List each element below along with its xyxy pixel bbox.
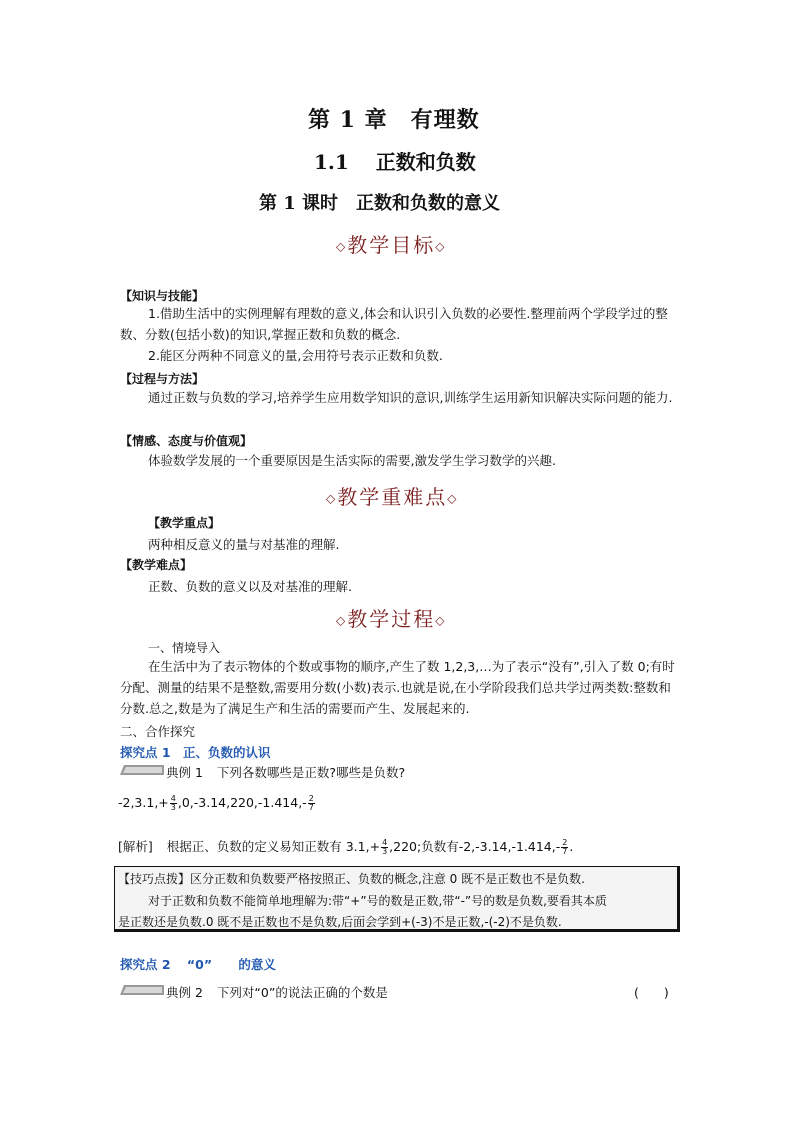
diamond-icon: ◇	[336, 239, 348, 254]
fraction	[381, 839, 388, 856]
knowledge-paragraph-1: 1.借助生活中的实例理解有理数的意义,体会和认识引入负数的必要性.整理前两个学段学过的整数、分数(包括小数)的知识,掌握正数和负数的概念.	[120, 306, 668, 342]
explore-point-2-title	[120, 955, 276, 973]
example-marker-icon	[120, 765, 164, 775]
fraction-denominator: 3	[382, 847, 388, 856]
lesson-title: 第 1 课时 正数和负数的意义	[259, 193, 501, 214]
difficulty-text: 正数、负数的意义以及对基准的理解.	[148, 579, 352, 594]
section-heading-process	[336, 603, 446, 632]
example-marker-icon	[120, 985, 164, 995]
section-heading-keypoints	[326, 481, 458, 510]
example-2-label: 典例 2	[166, 985, 203, 1000]
fraction	[170, 795, 177, 812]
process-method-label: 【过程与方法】	[120, 372, 205, 386]
emotion-label: 【情感、态度与价值观】	[120, 434, 253, 448]
answer-bracket: ( )	[634, 985, 669, 1000]
section-heading-text: 教学重难点	[337, 485, 448, 509]
difficulty-label: 【教学难点】	[120, 558, 193, 572]
fraction	[561, 839, 568, 856]
knowledge-paragraph-2: 2.能区分两种不同意义的量,会用符号表示正数和负数.	[148, 348, 443, 363]
fraction-denominator: 3	[170, 803, 176, 812]
part1-title: 一、情境导入	[148, 641, 221, 655]
example-1-label: 典例 1	[166, 765, 203, 780]
example-1-question: 下列各数哪些是正数?哪些是负数?	[216, 765, 406, 780]
section-heading-objectives	[336, 229, 446, 258]
analysis-line	[118, 837, 573, 856]
chapter-title: 第 1 章 有理数	[308, 107, 480, 133]
emotion-paragraph: 体验数学发展的一个重要原因是生活实际的需要,激发学生学习数学的兴趣.	[148, 453, 556, 468]
fraction-numerator: 2	[562, 838, 568, 847]
title-part: “0”	[186, 957, 213, 972]
analysis-text: ,220;负数有-2,-3.14,-1.414,-	[389, 839, 561, 854]
diamond-icon: ◇	[336, 613, 348, 628]
diamond-icon: ◇	[447, 491, 459, 506]
section-heading-text: 教学过程	[347, 607, 436, 631]
tip-line-3: 是正数还是负数.0 既不是正数也不是负数,后面会学到+(-3)不是正数,-(-2)不是负数.	[118, 915, 562, 929]
fraction-numerator: 2	[308, 794, 314, 803]
key-point-text: 两种相反意义的量与对基准的理解.	[148, 537, 340, 552]
fraction	[308, 795, 315, 812]
title-part: 的意义	[238, 957, 276, 972]
section-heading-text: 教学目标	[347, 233, 436, 257]
numbers-part: ,0,-3.14,220,-1.414,-	[177, 795, 307, 810]
knowledge-label: 【知识与技能】	[120, 289, 205, 303]
fraction-numerator: 4	[170, 794, 176, 803]
example-1-line	[166, 763, 405, 781]
process-method-paragraph: 通过正数与负数的学习,培养学生应用数学知识的意识,训练学生运用新知识解决实际问题的能力.	[148, 390, 673, 405]
example-1-numbers	[118, 795, 316, 812]
fraction-numerator: 4	[382, 838, 388, 847]
analysis-text: 根据正、负数的定义易知正数有 3.1,+	[166, 839, 381, 854]
part2-title: 二、合作探究	[120, 724, 196, 739]
numbers-part: -2,3.1,+	[118, 795, 169, 810]
title-part: 探究点 2	[120, 957, 171, 972]
example-2-question: 下列对“0”的说法正确的个数是	[216, 985, 388, 1000]
diamond-icon: ◇	[435, 613, 447, 628]
fraction-denominator: 7	[562, 847, 568, 856]
analysis-label: [解析]	[118, 839, 153, 854]
example-2-line	[166, 983, 388, 1001]
diamond-icon: ◇	[435, 239, 447, 254]
diamond-icon: ◇	[326, 491, 338, 506]
section-title: 1.1 正数和负数	[314, 150, 476, 174]
key-point-label: 【教学重点】	[148, 516, 221, 530]
tip-line-1: 【技巧点拨】区分正数和负数要严格按照正、负数的概念,注意 0 既不是正数也不是负数.	[118, 872, 585, 886]
tip-line-2: 对于正数和负数不能简单地理解为:带“+”号的数是正数,带“-”号的数是负数,要看其本质	[148, 894, 607, 908]
fraction-denominator: 7	[308, 803, 314, 812]
part1-paragraph: 在生活中为了表示物体的个数或事物的顺序,产生了数 1,2,3,…为了表示“没有”,引入了数 0;有时分配、测量的结果不是整数,需要用分数(小数)表示.也就是说,在小学阶段我们总共学过两类数:整数和分数.总之,数是为了满足生产和生活的需要而产生、发展起来的.	[120, 659, 675, 716]
analysis-text: .	[569, 839, 574, 854]
explore-point-1-title: 探究点 1 正、负数的认识	[120, 745, 271, 760]
